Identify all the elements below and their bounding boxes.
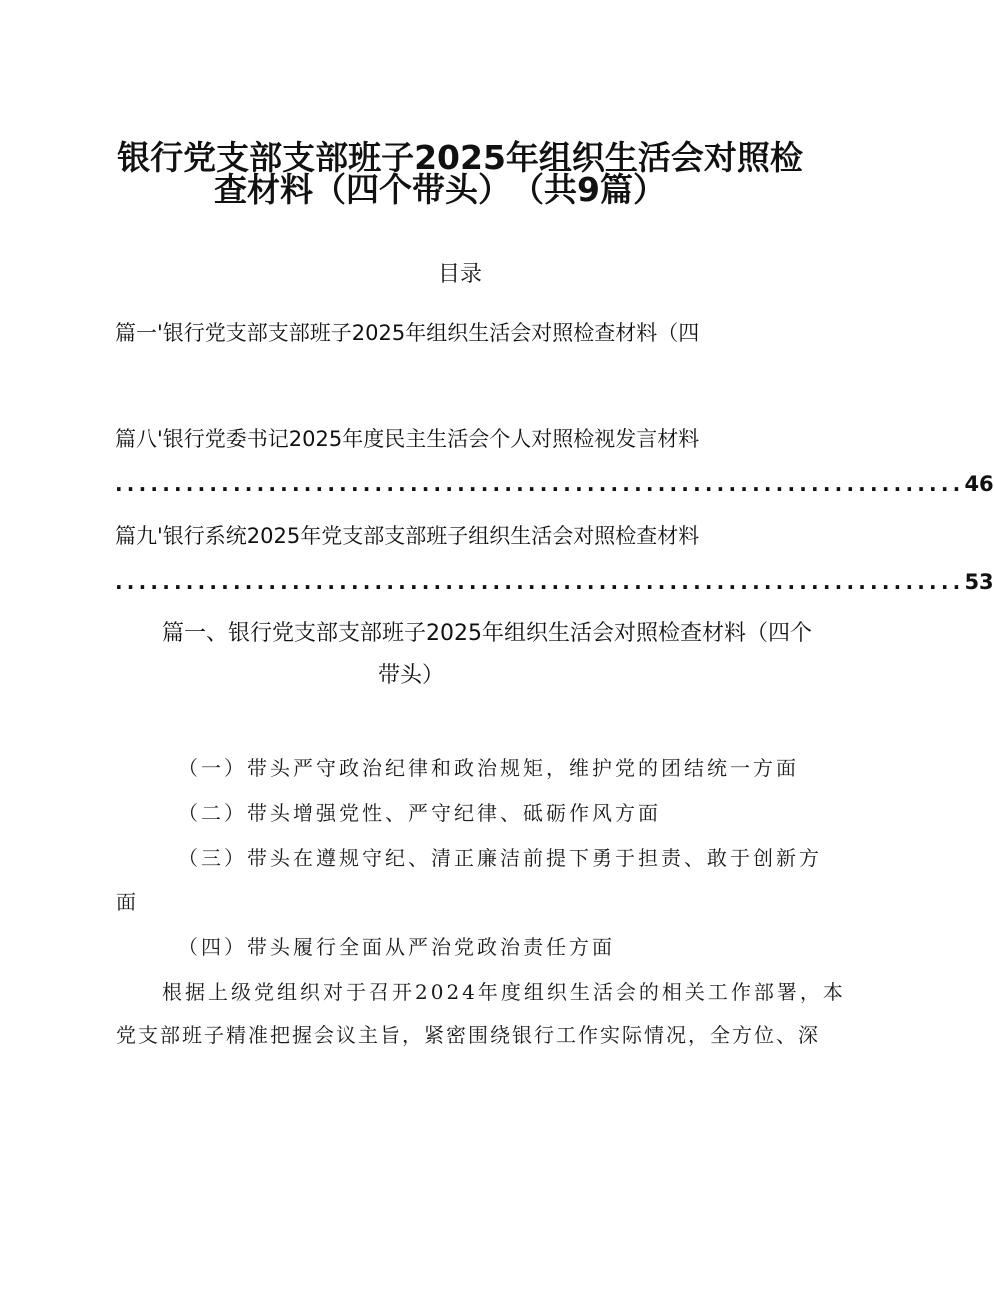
toc-entry-9[interactable]: 篇九'银行系统2025年党支部支部班子组织生活会对照检查材料 [115,524,700,548]
document-title-line-1: 银行党支部支部班子2025年组织生活会对照检 [117,138,803,177]
toc-entry-8[interactable]: 篇八'银行党委书记2025年度民主生活会个人对照检视发言材料 [115,427,700,451]
toc-leader-dots: ........................................................................ [115,472,965,496]
toc-leader-8 [115,470,994,498]
toc-page-number: 53 [964,570,994,594]
toc-entry-1[interactable]: 篇一'银行党支部支部班子2025年组织生活会对照检查材料（四 [115,321,700,345]
toc-heading: 目录 [437,262,482,287]
point-4: （四）带头履行全面从严治党政治责任方面 [178,935,615,959]
paragraph-line-1: 根据上级党组织对于召开2024年度组织生活会的相关工作部署，本 [162,980,846,1004]
section-title-line-1: 篇一、银行党支部支部班子2025年组织生活会对照检查材料（四个 [162,621,812,646]
point-2: （二）带头增强党性、严守纪律、砥砺作风方面 [178,801,661,825]
point-1: （一）带头严守政治纪律和政治规矩，维护党的团结统一方面 [178,756,799,780]
section-title-line-2: 带头） [378,663,445,688]
point-3-continued: 面 [116,890,139,914]
paragraph-line-2: 党支部班子精准把握会议主旨，紧密围绕银行工作实际情况，全方位、深 [116,1023,820,1047]
toc-leader-dots: ........................................................................ [115,570,965,594]
toc-leader-9 [115,568,994,596]
document-title-line-2: 查材料（四个带头） （共9篇） [214,170,666,209]
point-3: （三）带头在遵规守纪、清正廉洁前提下勇于担责、敢于创新方 [178,846,822,870]
toc-page-number: 46 [964,472,994,496]
